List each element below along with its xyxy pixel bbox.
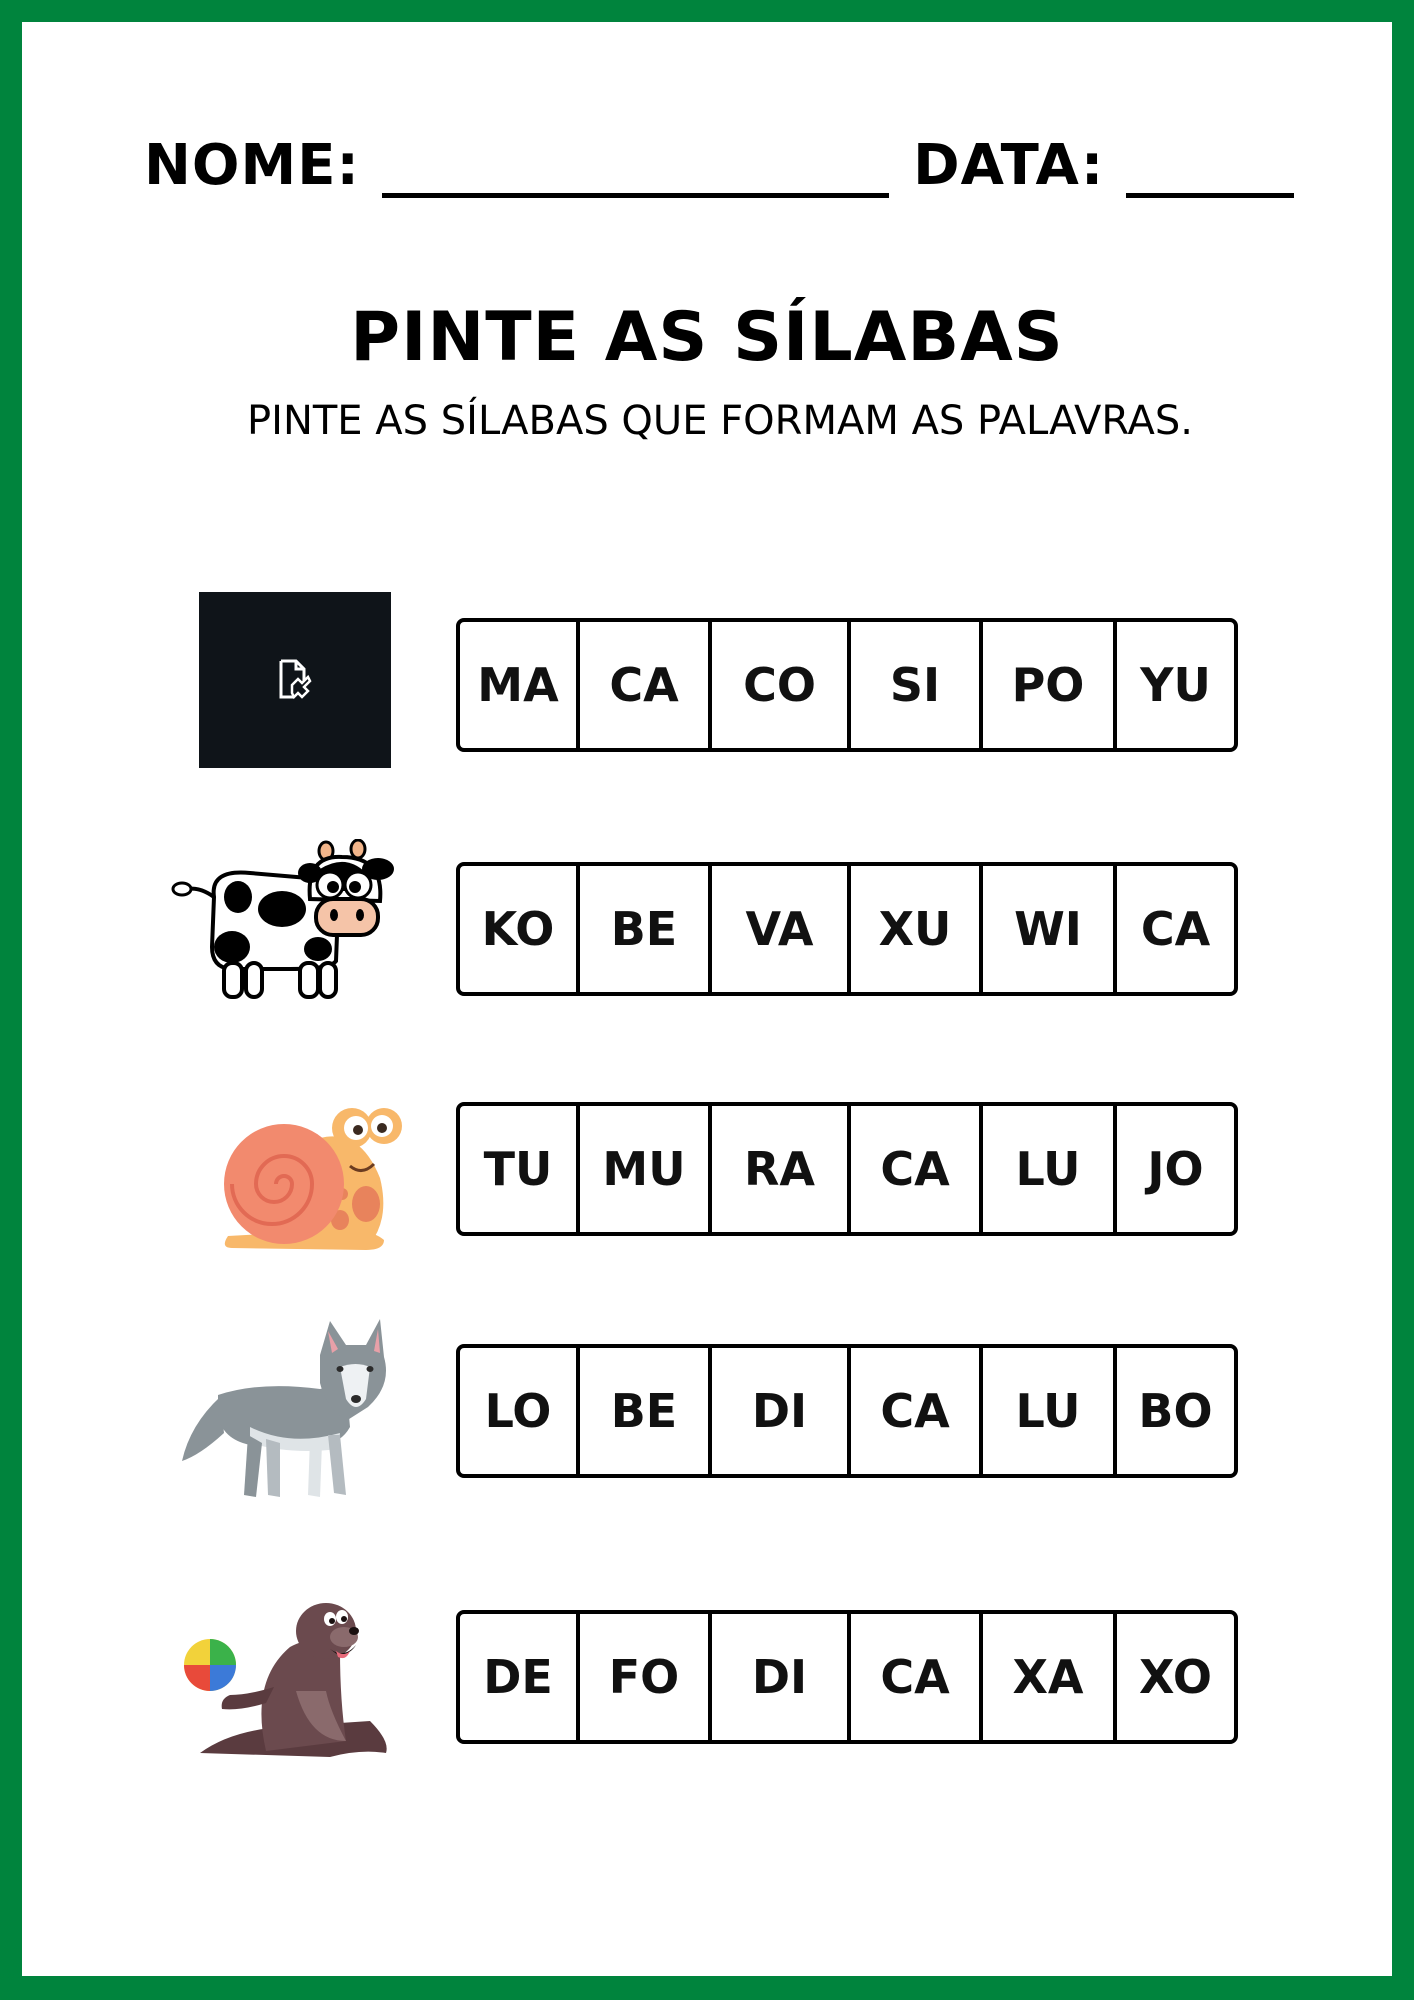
syllable-cell[interactable]: LO xyxy=(460,1348,580,1474)
syllable-cell[interactable]: LU xyxy=(983,1348,1117,1474)
wolf-icon xyxy=(170,1315,406,1505)
syllable-box xyxy=(456,862,1238,996)
syllable-cell[interactable]: XO xyxy=(1139,1650,1212,1704)
exercise-row xyxy=(170,834,1250,974)
syllable-cell[interactable]: PO xyxy=(983,622,1117,748)
exercise-row xyxy=(170,1088,1250,1228)
seal-icon xyxy=(170,1591,406,1761)
cow-icon xyxy=(170,839,406,1009)
syllable-cell[interactable]: XA xyxy=(983,1614,1117,1740)
wolf-picture xyxy=(170,1320,406,1500)
data-label: DATA: xyxy=(913,133,1105,198)
syllable-box xyxy=(456,1610,1238,1744)
syllable-cell[interactable]: MU xyxy=(580,1106,712,1232)
syllable-cell[interactable]: CA xyxy=(851,1614,983,1740)
syllable-cell[interactable]: DI xyxy=(712,1614,851,1740)
nome-blank-line xyxy=(382,131,889,198)
broken-file-icon xyxy=(278,659,312,701)
syllable-cell[interactable]: YU xyxy=(1140,658,1211,712)
broken-image-icon xyxy=(199,592,391,768)
syllable-cell[interactable]: RA xyxy=(712,1106,851,1232)
syllable-cell[interactable]: CA xyxy=(580,622,712,748)
syllable-cell[interactable]: CA xyxy=(851,1348,983,1474)
exercise-row xyxy=(170,592,1250,732)
syllable-cell[interactable]: VA xyxy=(712,866,851,992)
syllable-cell[interactable]: DI xyxy=(712,1348,851,1474)
syllable-cell[interactable]: BE xyxy=(580,1348,712,1474)
syllable-cell[interactable]: BE xyxy=(580,866,712,992)
syllable-cell[interactable]: WI xyxy=(983,866,1117,992)
syllable-cell[interactable]: SI xyxy=(851,622,983,748)
syllable-cell[interactable]: CO xyxy=(712,622,851,748)
seal-picture xyxy=(170,1586,406,1766)
syllable-box xyxy=(456,1102,1238,1236)
syllable-cell[interactable]: BO xyxy=(1138,1384,1213,1438)
syllable-cell[interactable]: MA xyxy=(460,622,580,748)
syllable-cell[interactable]: XU xyxy=(851,866,983,992)
syllable-cell[interactable]: CA xyxy=(851,1106,983,1232)
data-blank-line xyxy=(1126,131,1294,198)
syllable-cell[interactable]: KO xyxy=(460,866,580,992)
exercise-row xyxy=(170,1320,1250,1460)
snail-icon xyxy=(170,1098,406,1258)
syllable-cell[interactable]: LU xyxy=(983,1106,1117,1232)
syllable-cell[interactable]: FO xyxy=(580,1614,712,1740)
header-line xyxy=(144,118,1294,198)
cow-picture xyxy=(170,834,406,1014)
snail-picture xyxy=(170,1088,406,1268)
syllable-box xyxy=(456,618,1238,752)
page-subtitle: PINTE AS SÍLABAS QUE FORMAM AS PALAVRAS. xyxy=(247,398,1193,444)
syllable-box xyxy=(456,1344,1238,1478)
exercise-row xyxy=(170,1586,1250,1726)
syllable-cell[interactable]: DE xyxy=(460,1614,580,1740)
syllable-cell[interactable]: CA xyxy=(1140,902,1211,956)
page-title: PINTE AS SÍLABAS xyxy=(350,298,1064,377)
syllable-cell[interactable]: JO xyxy=(1147,1142,1204,1196)
syllable-cell[interactable]: TU xyxy=(460,1106,580,1232)
nome-label: NOME: xyxy=(144,133,360,198)
